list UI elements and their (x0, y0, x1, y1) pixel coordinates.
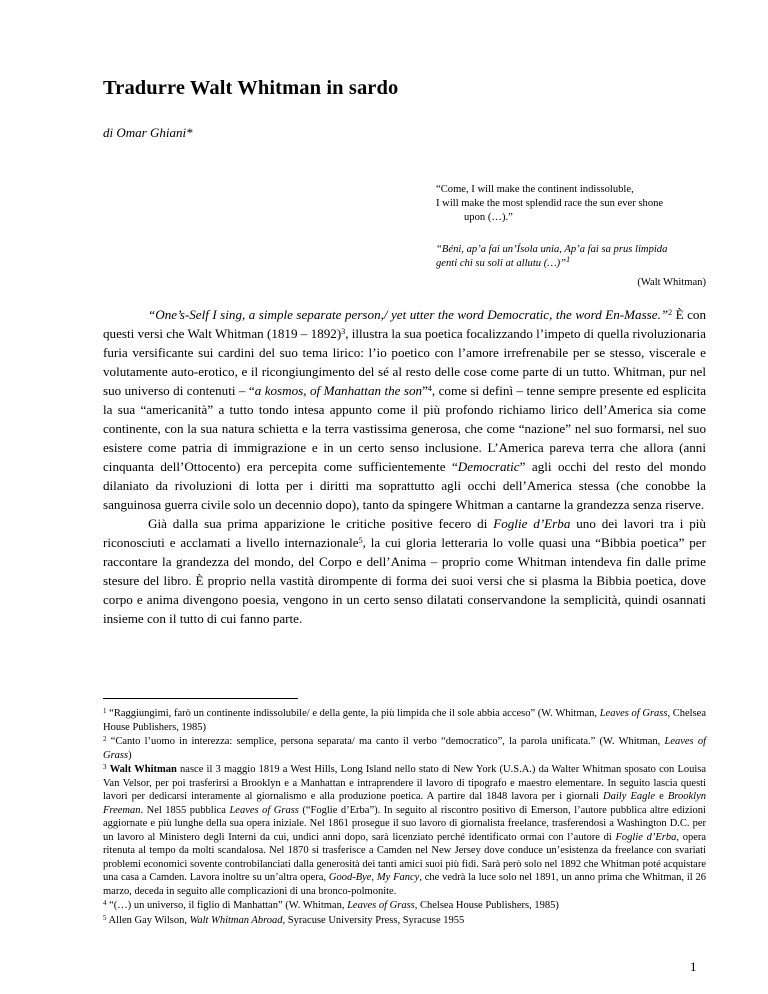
text-run: , la cui gloria letteraria lo volle quasi una “Bibbia poetica” per raccontare la grandezza del mondo, del Corpo e dell’Anima – proprio come Whitman intendeva fin dalle prime stesure del libro. È proprio nella vastità dirompente di forma dei suoi versi che si plasma la Bibbia poetica, dove corpo e anima divengono poesia, vengono in un certo senso dilatati conservandone la semplicità, quindi osannati insieme con il tutto di cui fanno parte. (103, 535, 706, 626)
text-run: uno dei lavori tra i più riconosciuti e acclamati a livello internazionale (103, 516, 706, 550)
footnote-ref[interactable]: 5 (358, 536, 363, 545)
footnote-number: 5 (103, 913, 107, 922)
epigraph-source: (Walt Whitman) (637, 277, 706, 288)
footnote-number: 1 (103, 707, 107, 715)
text-run: , che vedrà la luce solo nel 1891, un anno prima che Whitman, il 26 marzo, deceda in seguito alle complicazioni di una bronco-polmonite. (103, 872, 706, 897)
epigraph-line: “Béni, ap’a fai un’Ísola unia, Ap’a fai sa prus limpida (436, 244, 668, 255)
book-title: Walt Whitman Abroad, (189, 914, 286, 926)
text-run: , come si definì – tenne sempre presente ed esplicita la sua “americanità” a tutto tondo intesa appunto come il più profondo richiamo lirico dell’America sia come continente, con la sua natura schietta e la terra vastissima generosa, che come “nazione” nel suo formarsi, nel suo esistere come patria di immigrazione e in un certo senso inclusione. L’America pareva terra che allora (anni cinquanta dell’Ottocento) era percepita come sufficientemente “ (103, 383, 707, 474)
footnotes (103, 707, 706, 928)
text-run: , Chelsea House Publishers, 1985) (103, 708, 706, 733)
text-run: e (654, 791, 668, 802)
epigraph-line: “Come, I will make the continent indissoluble, (436, 184, 634, 195)
page-number: 1 (690, 959, 697, 974)
text-run: ) (128, 749, 132, 761)
epigraph-sardo (436, 243, 706, 271)
paragraph (103, 305, 706, 514)
book-title: Leaves of Grass (599, 708, 668, 719)
footnote-ref[interactable]: 1 (566, 255, 571, 264)
epigraph-line: I will make the most splendid race the sun ever shone (436, 198, 664, 209)
book-title: Foglie d’Erba (615, 831, 677, 843)
author-byline: di Omar Ghiani* (103, 125, 193, 140)
text-run: Syracuse University Press, Syracuse 1955 (285, 914, 465, 926)
quote: a kosmos, of Manhattan the son (254, 383, 423, 398)
text-run: . Nel 1855 pubblica (140, 804, 230, 816)
footnote-number: 2 (103, 735, 107, 743)
footnote-separator (103, 698, 298, 699)
text-run: Già dalla sua prima apparizione le critiche positive fecero di (148, 516, 494, 531)
footnote-ref[interactable]: 2 (668, 308, 673, 317)
footnote (103, 914, 706, 928)
text-run: È con questi versi che Walt Whitman (1819 – 1892) (103, 307, 707, 341)
body-text (103, 305, 706, 628)
book-title: Good-Bye, My Fancy (328, 872, 420, 883)
book-title: Leaves of Grass (347, 900, 415, 911)
newspaper-title: Daily Eagle (603, 791, 655, 802)
emphasis: Democratic (457, 459, 520, 474)
text-run: nasce il 3 maggio 1819 a West Hills, Long Island nello stato di New York (U.S.A.) da Walter Whitman sposato con Louisa Van Velsor, per poi trasferirsi a Brooklyn e a Manhattan e intraprendere il lavoro di tipografo e maestro elementare. In seguito lascia questi lavori per dedicarsi interamente al giornalismo e alla produzione poetica. A partire dal 1848 lavora per i giornali (103, 764, 707, 802)
footnote-ref[interactable]: 3 (341, 327, 346, 336)
book-title: Foglie d’Erba (493, 516, 571, 531)
text-run: “(…) un universo, il figlio di Manhattan” (W. Whitman, (106, 900, 348, 911)
footnote-number: 4 (103, 899, 107, 907)
quote: “One’s-Self I sing, a simple separate person,/ yet utter the word Democratic, the word En-Masse.” (148, 307, 669, 322)
footnote (103, 707, 706, 734)
footnote-ref[interactable]: 4 (427, 384, 432, 393)
text-run: ” (422, 383, 428, 398)
book-title: Leaves of Grass (103, 736, 707, 761)
person-name: Walt Whitman (109, 764, 177, 775)
footnote (103, 899, 706, 913)
text-run: “Canto l’uomo in interezza: semplice, persona separata/ ma canto il verbo “democratico”, la parola unificata.” (W. Whitman, (106, 736, 665, 747)
text-run: (“Foglie d’Erba”). In seguito al riscontro positivo di Emerson, l’autore pubblica altre edizioni aggiornate e più lunghe della sua opera iniziale. Nel 1861 prosegue il suo lavoro di giornalista freelance, trasferendosi a Washington D.C. per un lavoro al Ministero degli Interni da cui, undici anni dopo, sarà licenziato perché identificato ormai con l’autore di (103, 804, 706, 843)
newspaper-title: Brooklyn Freeman (103, 791, 706, 816)
text-run: , opera ritenuta al tempo da molti scandalosa. Nel 1870 si trasferisce a Camden nel New Jersey dove conduce un’esistenza da freelance con svariati problemi economici sovente controbilanciati dalla generosità dei tanti amici suoi più fidi. Sarà però solo nel 1892 che Whitman poté acquistare una casa a Camden. Lavora inoltre su un’altra opera, (103, 831, 707, 883)
footnote-number: 3 (103, 763, 107, 771)
article-title: Tradurre Walt Whitman in sardo (103, 77, 399, 99)
footnote (103, 735, 706, 762)
text-run: “Raggiungimi, farò un continente indissolubile/ e della gente, la più limpida che il sole abbia acceso” (W. Whitman, (106, 708, 600, 719)
text-run: , Chelsea House Publishers, 1985) (414, 900, 559, 911)
text-run: ” agli occhi del resto del mondo dilaniato da rivoluzioni di lotta per i diritti ma soprattutto agli occhi dell’America stessa (che conobbe la sanguinosa guerra civile solo un decennio dopo), tanto da spingere Whitman a cantarne la grandezza senza riserve. (103, 459, 706, 512)
epigraph-english (436, 183, 706, 225)
book-title: Leaves of Grass (229, 804, 299, 816)
epigraph-line: upon (…).” (464, 212, 513, 223)
epigraph-line: genti chi su soli at allutu (…)” (436, 258, 567, 269)
paragraph (103, 514, 706, 628)
text-run: Allen Gay Wilson, (106, 914, 190, 926)
text-run: , illustra la sua poetica focalizzando l’impeto di quella rivoluzionaria furia versificante sui cardini del suo tema lirico: l’io poetico con l’amore irrefrenabile per se stesso, viscerale e volutamente auto-erotico, e il ricongiungimento del sé al resto delle cose come parte di un tutto. Whitman, pur nel suo universo di contenuti – “ (103, 326, 706, 398)
footnote (103, 763, 706, 898)
